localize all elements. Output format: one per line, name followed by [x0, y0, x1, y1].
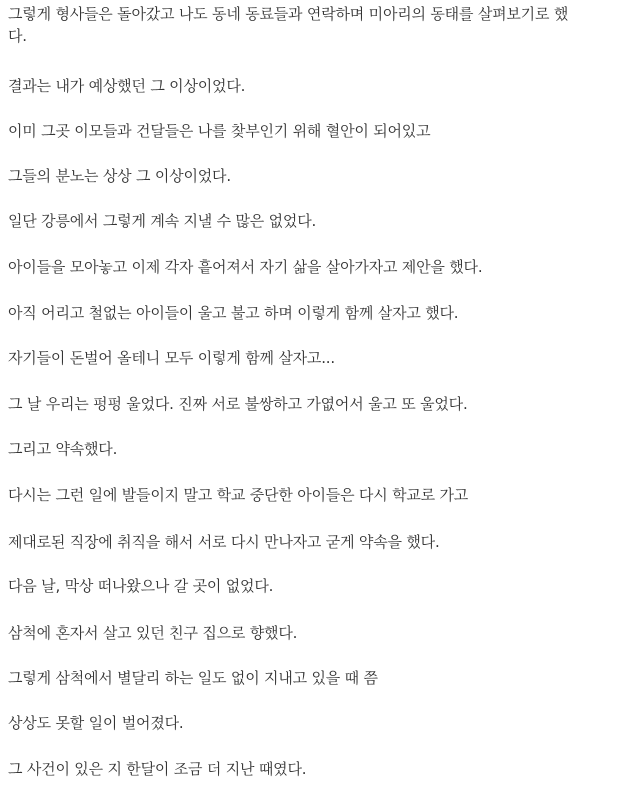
text-line-8: 아직 어리고 철없는 아이들이 울고 불고 하며 이렇게 함께 살자고 했다.	[8, 304, 459, 322]
text-line-16: 그렇게 삼척에서 별달리 하는 일도 없이 지내고 있을 때 쯤	[8, 669, 378, 687]
text-line-2: 다.	[8, 27, 27, 45]
text-line-13: 제대로된 직장에 취직을 해서 서로 다시 만나자고 굳게 약속을 했다.	[8, 533, 440, 551]
text-line-5: 그들의 분노는 상상 그 이상이었다.	[8, 167, 231, 185]
text-line-10: 그 날 우리는 펑펑 울었다. 진짜 서로 불쌍하고 가엾어서 울고 또 울었다.	[8, 395, 468, 413]
text-line-17: 상상도 못할 일이 벌어졌다.	[8, 714, 184, 732]
text-line-6: 일단 강릉에서 그렇게 계속 지낼 수 많은 없었다.	[8, 212, 317, 230]
text-line-12: 다시는 그런 일에 발들이지 말고 학교 중단한 아이들은 다시 학교로 가고	[8, 486, 469, 504]
text-line-4: 이미 그곳 이모들과 건달들은 나를 찾부인기 위해 혈안이 되어있고	[8, 122, 431, 140]
text-line-18: 그 사건이 있은 지 한달이 조금 더 지난 때였다.	[8, 760, 307, 778]
text-line-3: 결과는 내가 예상했던 그 이상이었다.	[8, 77, 246, 95]
text-line-14: 다음 날, 막상 떠나왔으나 갈 곳이 없었다.	[8, 577, 274, 595]
text-line-15: 삼척에 혼자서 살고 있던 친구 집으로 향했다.	[8, 624, 298, 642]
text-line-9: 자기들이 돈벌어 올테니 모두 이렇게 함께 살자고...	[8, 349, 335, 367]
text-line-7: 아이들을 모아놓고 이제 각자 흩어져서 자기 삶을 살아가자고 제안을 했다.	[8, 258, 483, 276]
text-line-1: 그렇게 형사들은 돌아갔고 나도 동네 동료들과 연락하며 미아리의 동태를 살펴보기로 했	[8, 5, 569, 23]
text-line-11: 그리고 약속했다.	[8, 440, 118, 458]
